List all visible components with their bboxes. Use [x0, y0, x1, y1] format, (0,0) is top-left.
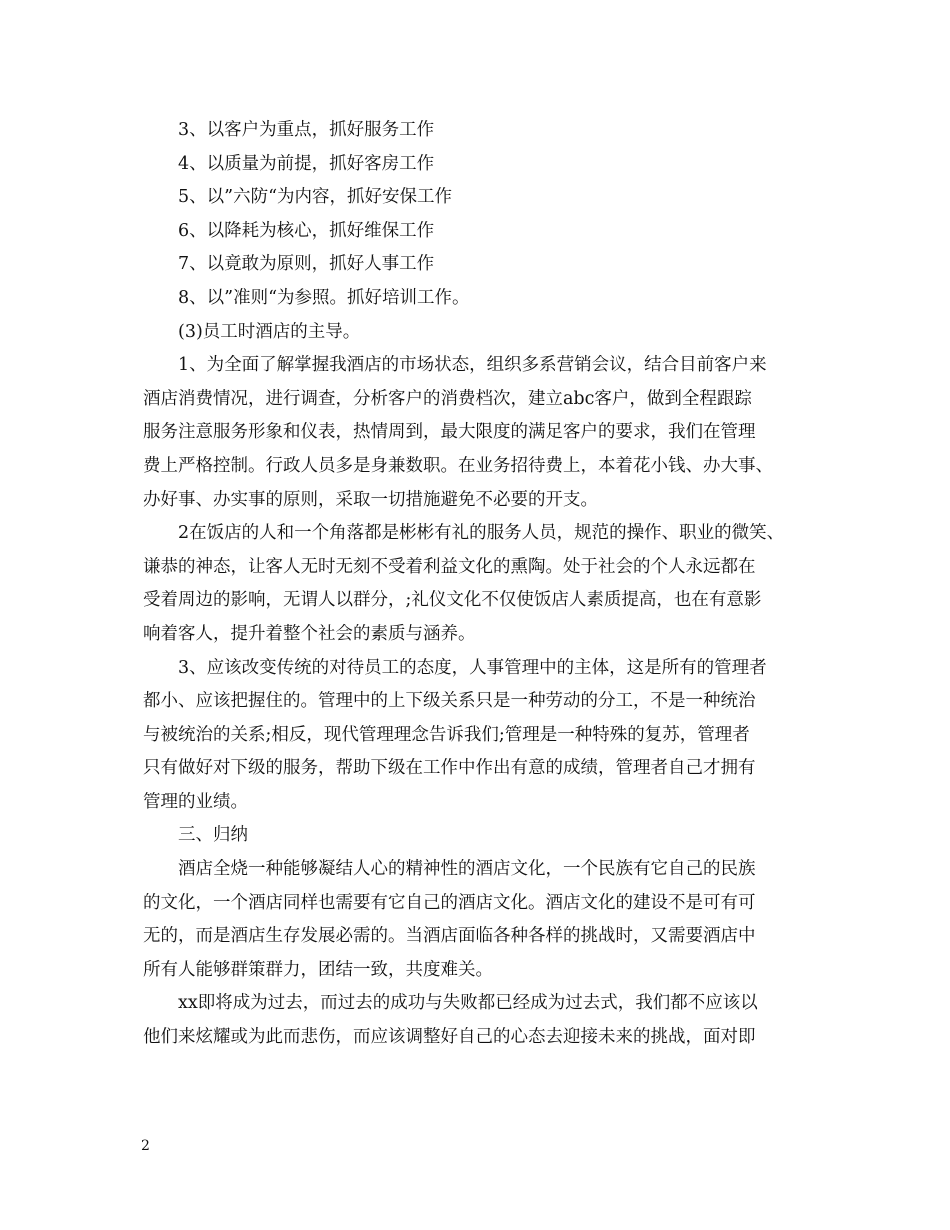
page-number: 2 [141, 1138, 150, 1154]
text-line: 都小、应该把握住的。管理中的上下级关系只是一种劳动的分工，不是一种统治 [143, 691, 756, 712]
text-line: 3、应该改变传统的对待员工的态度，人事管理中的主体，这是所有的管理者 [178, 657, 767, 678]
text-line: 三、归纳 [178, 825, 248, 846]
text-line: 7、以竟敢为原则，抓好人事工作 [178, 254, 435, 275]
text-line: 受着周边的影响，无谓人以群分，;礼仪文化不仅使饭店人素质提高，也在有意影 [143, 590, 762, 611]
text-line: 费上严格控制。行政人员多是身兼数职。在业务招待费上，本着花小钱、办大事、 [143, 455, 773, 476]
text-line: 服务注意服务形象和仪表，热情周到，最大限度的满足客户的要求，我们在管理 [143, 422, 756, 443]
text-line: 办好事、办实事的原则，采取一切措施避免不必要的开支。 [143, 489, 598, 510]
text-line: 响着客人，提升着整个社会的素质与涵养。 [143, 623, 476, 644]
text-line: 酒店全烧一种能够凝结人心的精神性的酒店文化，一个民族有它自己的民族 [178, 859, 756, 880]
text-line: 5、以”六防“为内容，抓好安保工作 [178, 187, 453, 208]
text-line: 与被统治的关系;相反，现代管理理念告诉我们;管理是一种特殊的复苏，管理者 [143, 724, 750, 745]
text-line: 3、以客户为重点，抓好服务工作 [178, 120, 435, 140]
text-line: 酒店消费情况，进行调查，分析客户的消费档次，建立abc客户，做到全程跟踪 [143, 388, 752, 409]
text-line: 他们来炫耀或为此而悲伤，而应该调整好自己的心态去迎接未来的挑战，面对即 [143, 1027, 756, 1048]
text-line: 谦恭的神态，让客人无时无刻不受着利益文化的熏陶。处于社会的个人永远都在 [143, 556, 756, 577]
text-line: 1、为全面了解掌握我酒店的市场状态，组织多系营销会议，结合目前客户来 [178, 355, 767, 376]
text-line: (3)员工时酒店的主导。 [178, 321, 361, 342]
text-line: 只有做好对下级的服务，帮助下级在工作中作出有意的成绩，管理者自己才拥有 [143, 758, 756, 779]
text-line: 管理的业绩。 [143, 791, 248, 812]
text-line: 4、以质量为前提，抓好客房工作 [178, 153, 435, 174]
text-line: 的文化，一个酒店同样也需要有它自己的酒店文化。酒店文化的建设不是可有可 [143, 892, 756, 913]
text-line: xx即将成为过去，而过去的成功与失败都已经成为过去式，我们都不应该以 [178, 993, 758, 1014]
document-body [143, 114, 823, 1055]
text-line: 所有人能够群策群力，团结一致，共度难关。 [143, 959, 493, 980]
text-line: 2在饭店的人和一个角落都是彬彬有礼的服务人员，规范的操作、职业的微笑、 [178, 523, 785, 544]
text-line: 8、以”准则“为参照。抓好培训工作。 [178, 287, 470, 308]
text-line: 无的，而是酒店生存发展必需的。当酒店面临各种各样的挑战时，又需要酒店中 [143, 926, 756, 947]
text-line: 6、以降耗为核心，抓好维保工作 [178, 220, 435, 241]
